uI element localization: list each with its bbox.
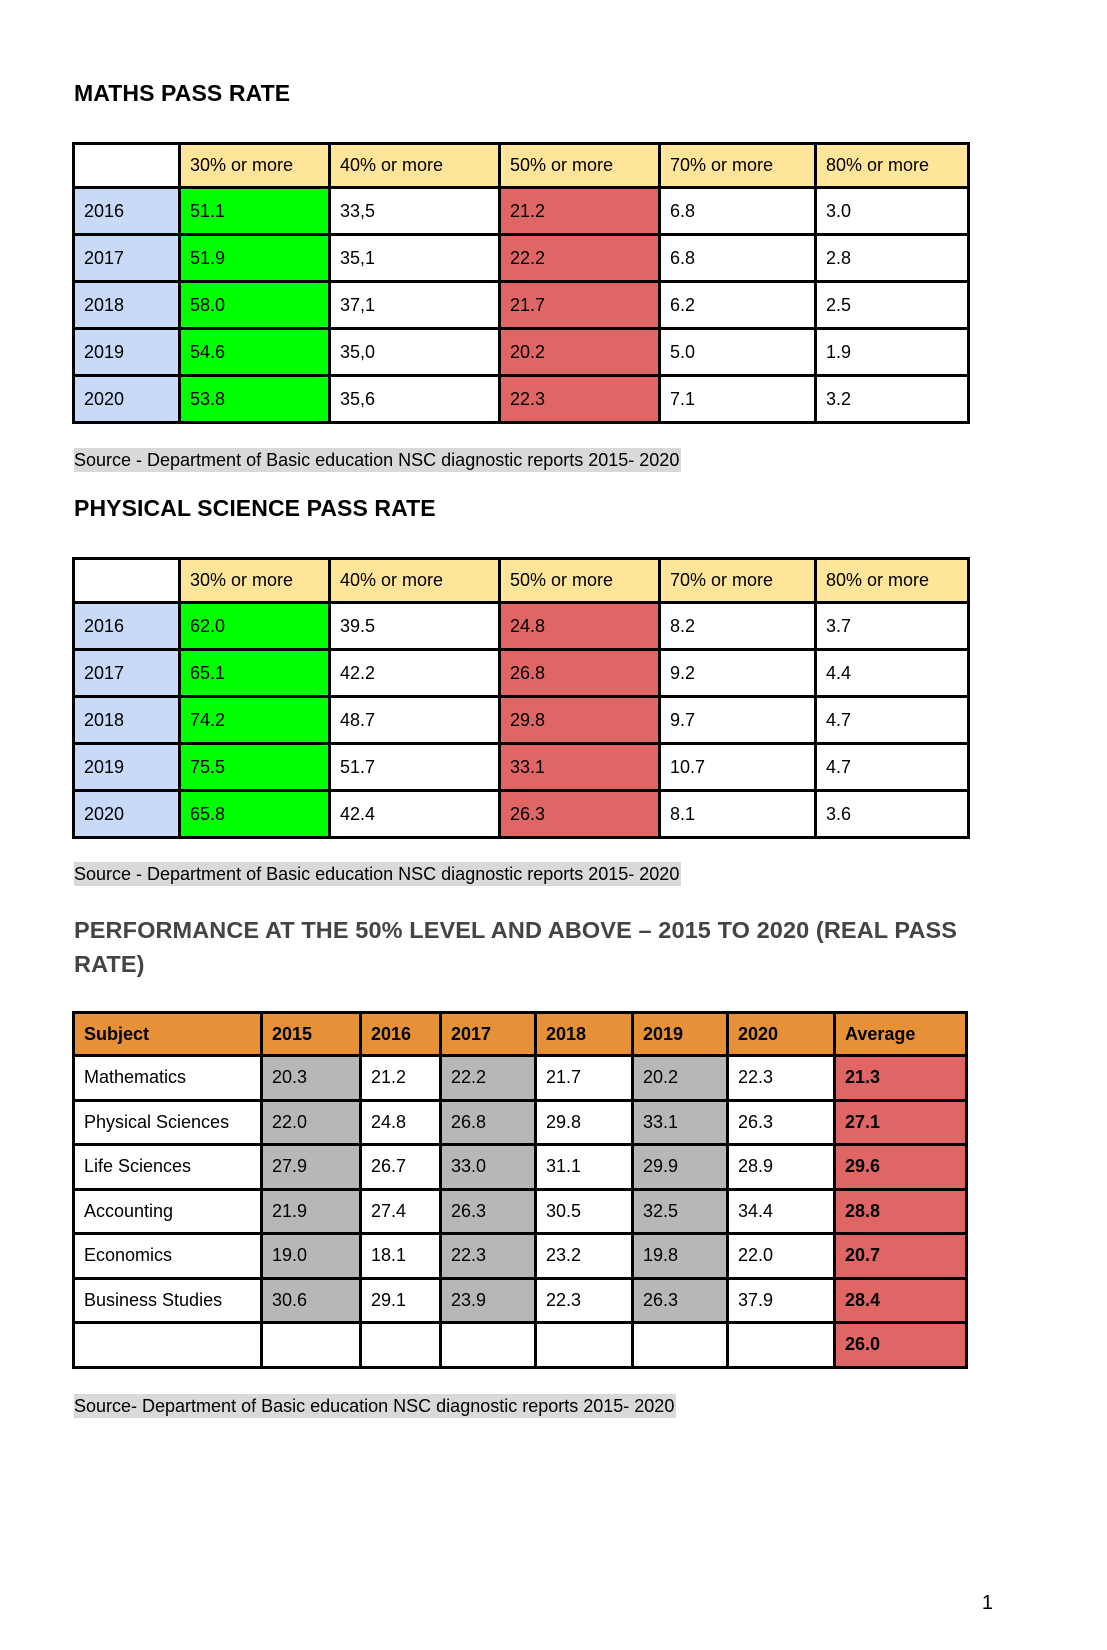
- table-row: [74, 235, 969, 282]
- column-header: Average: [835, 1013, 967, 1056]
- year-cell: 2018: [74, 282, 180, 329]
- subject-cell: Business Studies: [74, 1278, 262, 1323]
- value-cell: 31.1: [536, 1145, 633, 1190]
- value-cell: 33.1: [633, 1100, 728, 1145]
- value-cell: 21.9: [262, 1189, 361, 1234]
- value-cell: 35,0: [330, 329, 500, 376]
- value-cell: 19.0: [262, 1234, 361, 1279]
- value-cell: 22.3: [536, 1278, 633, 1323]
- column-header: 70% or more: [660, 144, 816, 188]
- value-cell: 21.2: [500, 188, 660, 235]
- value-cell: 3.6: [816, 791, 969, 838]
- value-cell: 3.0: [816, 188, 969, 235]
- table-header-row: [74, 144, 969, 188]
- value-cell: [728, 1323, 835, 1368]
- value-cell: 37.9: [728, 1278, 835, 1323]
- column-header: 80% or more: [816, 144, 969, 188]
- column-header: 2016: [361, 1013, 441, 1056]
- value-cell: 9.7: [660, 697, 816, 744]
- value-cell: 26.8: [500, 650, 660, 697]
- year-cell: 2017: [74, 235, 180, 282]
- value-cell: 1.9: [816, 329, 969, 376]
- value-cell: 8.1: [660, 791, 816, 838]
- column-header: Subject: [74, 1013, 262, 1056]
- value-cell: 21.7: [500, 282, 660, 329]
- page-number: 1: [981, 1592, 993, 1614]
- value-cell: 58.0: [180, 282, 330, 329]
- overall-average-row: [74, 1323, 967, 1368]
- value-cell: 75.5: [180, 744, 330, 791]
- value-cell: 42.2: [330, 650, 500, 697]
- value-cell: 54.6: [180, 329, 330, 376]
- table-row: [74, 697, 969, 744]
- value-cell: 29.8: [500, 697, 660, 744]
- value-cell: 27.9: [262, 1145, 361, 1190]
- average-cell: 26.0: [835, 1323, 967, 1368]
- value-cell: 23.2: [536, 1234, 633, 1279]
- value-cell: 5.0: [660, 329, 816, 376]
- value-cell: 8.2: [660, 603, 816, 650]
- value-cell: 51.1: [180, 188, 330, 235]
- average-cell: 27.1: [835, 1100, 967, 1145]
- value-cell: [361, 1323, 441, 1368]
- header-corner-cell: [74, 559, 180, 603]
- column-header: 80% or more: [816, 559, 969, 603]
- value-cell: 39.5: [330, 603, 500, 650]
- subject-cell: Life Sciences: [74, 1145, 262, 1190]
- value-cell: 26.3: [633, 1278, 728, 1323]
- average-cell: 28.4: [835, 1278, 967, 1323]
- value-cell: 30.6: [262, 1278, 361, 1323]
- value-cell: 33.0: [441, 1145, 536, 1190]
- performance-title: PERFORMANCE AT THE 50% LEVEL AND ABOVE – 2015 TO 2020 (REAL PASS RATE): [74, 917, 958, 977]
- year-cell: 2017: [74, 650, 180, 697]
- subject-cell: Accounting: [74, 1189, 262, 1234]
- value-cell: 35,6: [330, 376, 500, 423]
- average-cell: 21.3: [835, 1056, 967, 1101]
- column-header: 40% or more: [330, 144, 500, 188]
- value-cell: 22.3: [441, 1234, 536, 1279]
- value-cell: 22.3: [500, 376, 660, 423]
- value-cell: 65.1: [180, 650, 330, 697]
- value-cell: 29.1: [361, 1278, 441, 1323]
- year-cell: 2019: [74, 744, 180, 791]
- value-cell: 10.7: [660, 744, 816, 791]
- physical-science-source-note: Source - Department of Basic education NSC diagnostic reports 2015- 2020: [74, 864, 680, 884]
- table-row: [74, 282, 969, 329]
- value-cell: 48.7: [330, 697, 500, 744]
- value-cell: 2.5: [816, 282, 969, 329]
- table-row: [74, 1234, 967, 1279]
- column-header: 2018: [536, 1013, 633, 1056]
- value-cell: [441, 1323, 536, 1368]
- value-cell: 26.7: [361, 1145, 441, 1190]
- value-cell: [262, 1323, 361, 1368]
- value-cell: 22.2: [500, 235, 660, 282]
- value-cell: 51.9: [180, 235, 330, 282]
- value-cell: 22.0: [728, 1234, 835, 1279]
- year-cell: 2020: [74, 376, 180, 423]
- year-cell: 2016: [74, 603, 180, 650]
- value-cell: 27.4: [361, 1189, 441, 1234]
- value-cell: 22.2: [441, 1056, 536, 1101]
- performance-50-percent-table: [72, 1011, 968, 1369]
- value-cell: 24.8: [361, 1100, 441, 1145]
- table-row: [74, 650, 969, 697]
- average-cell: 28.8: [835, 1189, 967, 1234]
- performance-source-note: Source- Department of Basic education NSC diagnostic reports 2015- 2020: [74, 1396, 675, 1416]
- value-cell: 21.2: [361, 1056, 441, 1101]
- average-cell: 29.6: [835, 1145, 967, 1190]
- table-row: [74, 188, 969, 235]
- value-cell: 28.9: [728, 1145, 835, 1190]
- column-header: 2017: [441, 1013, 536, 1056]
- value-cell: 33,5: [330, 188, 500, 235]
- value-cell: 7.1: [660, 376, 816, 423]
- value-cell: 6.2: [660, 282, 816, 329]
- value-cell: 29.8: [536, 1100, 633, 1145]
- table-row: [74, 376, 969, 423]
- table-row: [74, 1100, 967, 1145]
- value-cell: 53.8: [180, 376, 330, 423]
- value-cell: 2.8: [816, 235, 969, 282]
- table-row: [74, 1189, 967, 1234]
- value-cell: 3.2: [816, 376, 969, 423]
- column-header: 2015: [262, 1013, 361, 1056]
- value-cell: 26.3: [441, 1189, 536, 1234]
- table-row: [74, 1145, 967, 1190]
- table-row: [74, 1278, 967, 1323]
- value-cell: [536, 1323, 633, 1368]
- column-header: 30% or more: [180, 559, 330, 603]
- column-header: 2019: [633, 1013, 728, 1056]
- column-header: 50% or more: [500, 144, 660, 188]
- physical-science-pass-rate-table: [72, 557, 970, 839]
- year-cell: 2016: [74, 188, 180, 235]
- column-header: 2020: [728, 1013, 835, 1056]
- value-cell: 20.2: [633, 1056, 728, 1101]
- column-header: 40% or more: [330, 559, 500, 603]
- table-row: [74, 791, 969, 838]
- value-cell: 20.3: [262, 1056, 361, 1101]
- table-row: [74, 329, 969, 376]
- value-cell: 26.3: [500, 791, 660, 838]
- value-cell: 21.7: [536, 1056, 633, 1101]
- maths-source-note: Source - Department of Basic education NSC diagnostic reports 2015- 2020: [74, 450, 680, 470]
- value-cell: 42.4: [330, 791, 500, 838]
- subject-cell: Economics: [74, 1234, 262, 1279]
- value-cell: 62.0: [180, 603, 330, 650]
- table-row: [74, 1056, 967, 1101]
- value-cell: 26.3: [728, 1100, 835, 1145]
- value-cell: 30.5: [536, 1189, 633, 1234]
- subject-cell: Mathematics: [74, 1056, 262, 1101]
- table-row: [74, 603, 969, 650]
- value-cell: 22.0: [262, 1100, 361, 1145]
- value-cell: 9.2: [660, 650, 816, 697]
- value-cell: 20.2: [500, 329, 660, 376]
- value-cell: 3.7: [816, 603, 969, 650]
- column-header: 50% or more: [500, 559, 660, 603]
- maths-pass-rate-table: [72, 142, 970, 424]
- value-cell: 4.4: [816, 650, 969, 697]
- year-cell: 2018: [74, 697, 180, 744]
- value-cell: 26.8: [441, 1100, 536, 1145]
- table-row: [74, 744, 969, 791]
- value-cell: 34.4: [728, 1189, 835, 1234]
- value-cell: 35,1: [330, 235, 500, 282]
- value-cell: 6.8: [660, 188, 816, 235]
- value-cell: 23.9: [441, 1278, 536, 1323]
- value-cell: 19.8: [633, 1234, 728, 1279]
- value-cell: [633, 1323, 728, 1368]
- table-header-row: [74, 559, 969, 603]
- value-cell: 33.1: [500, 744, 660, 791]
- value-cell: 24.8: [500, 603, 660, 650]
- value-cell: 74.2: [180, 697, 330, 744]
- physical-science-title: PHYSICAL SCIENCE PASS RATE: [74, 495, 436, 521]
- header-corner-cell: [74, 144, 180, 188]
- subject-cell: Physical Sciences: [74, 1100, 262, 1145]
- value-cell: 29.9: [633, 1145, 728, 1190]
- value-cell: 4.7: [816, 697, 969, 744]
- subject-cell: [74, 1323, 262, 1368]
- average-cell: 20.7: [835, 1234, 967, 1279]
- value-cell: 18.1: [361, 1234, 441, 1279]
- value-cell: 51.7: [330, 744, 500, 791]
- value-cell: 4.7: [816, 744, 969, 791]
- value-cell: 22.3: [728, 1056, 835, 1101]
- year-cell: 2020: [74, 791, 180, 838]
- column-header: 30% or more: [180, 144, 330, 188]
- year-cell: 2019: [74, 329, 180, 376]
- value-cell: 37,1: [330, 282, 500, 329]
- maths-title: MATHS PASS RATE: [74, 80, 291, 106]
- value-cell: 65.8: [180, 791, 330, 838]
- column-header: 70% or more: [660, 559, 816, 603]
- value-cell: 32.5: [633, 1189, 728, 1234]
- value-cell: 6.8: [660, 235, 816, 282]
- table-header-row: [74, 1013, 967, 1056]
